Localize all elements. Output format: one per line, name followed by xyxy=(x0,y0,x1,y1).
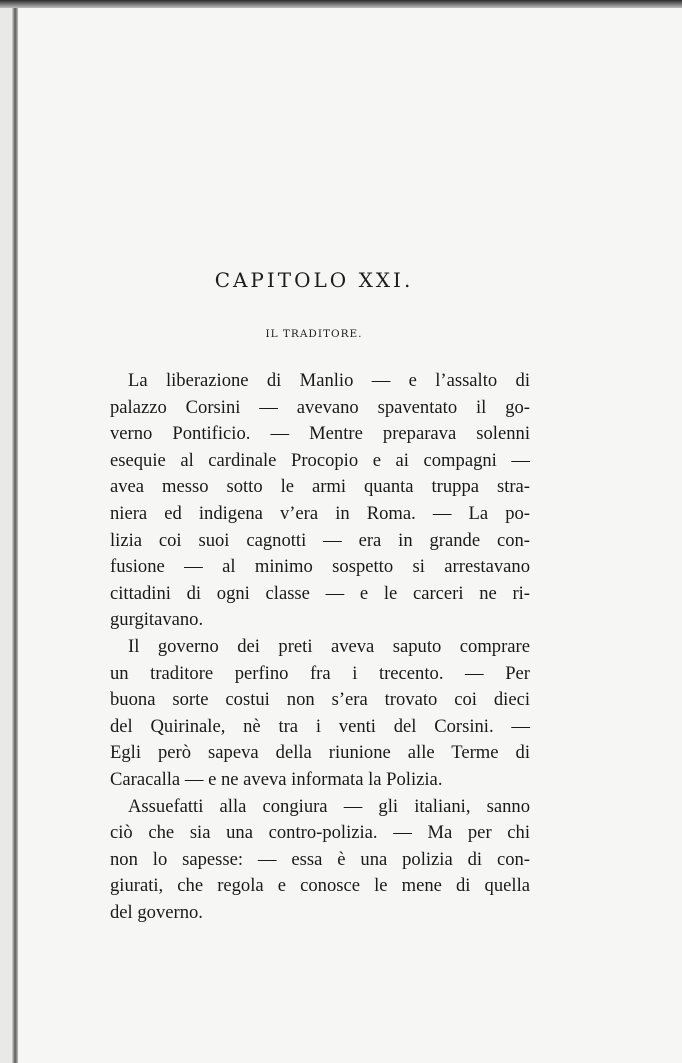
page-top-edge xyxy=(0,0,682,8)
text-line: esequie al cardinale Procopio e ai compagni — xyxy=(110,449,530,471)
chapter-title: CAPITOLO XXI. xyxy=(214,268,414,292)
text-line: fusione — al minimo sospetto si arrestavano xyxy=(110,556,530,578)
text-line: del Quirinale, nè tra i venti del Corsini. — xyxy=(110,715,530,737)
page-left-margin xyxy=(0,0,12,1063)
text-line: avea messo sotto le armi quanta truppa stra- xyxy=(110,476,530,498)
text-line: del governo. xyxy=(110,901,203,923)
text-line: giurati, che regola e conosce le mene di quella xyxy=(110,875,530,897)
book-spine-edge xyxy=(12,0,18,1063)
text-line: lizia coi suoi cagnotti — era in grande con- xyxy=(110,529,530,551)
text-line: Il governo dei preti aveva saputo comprare xyxy=(128,635,530,657)
text-line: Caracalla — e ne aveva informata la Polizia. xyxy=(110,768,443,790)
text-line: Egli però sapeva della riunione alle Terme di xyxy=(110,742,530,764)
text-line: palazzo Corsini — avevano spaventato il go- xyxy=(110,396,530,418)
chapter-subtitle: IL TRADITORE. xyxy=(265,328,363,340)
text-line: cittadini di ogni classe — e le carceri ne ri- xyxy=(110,582,530,604)
text-line: Assuefatti alla congiura — gli italiani, sanno xyxy=(128,795,530,817)
body-text xyxy=(110,368,530,926)
text-line: La liberazione di Manlio — e l’assalto di xyxy=(128,370,530,391)
text-line: buona sorte costui non s’era trovato coi dieci xyxy=(110,689,530,711)
text-line: non lo sapesse: — essa è una polizia di con- xyxy=(110,848,530,870)
text-line: niera ed indigena v’era in Roma. — La po- xyxy=(110,502,530,524)
text-line: verno Pontificio. — Mentre preparava solenni xyxy=(110,423,530,445)
text-line: gurgitavano. xyxy=(110,609,204,631)
text-line: ciò che sia una contro-polizia. — Ma per chi xyxy=(110,822,530,844)
text-line: un traditore perfino fra i trecento. — Per xyxy=(110,662,530,684)
